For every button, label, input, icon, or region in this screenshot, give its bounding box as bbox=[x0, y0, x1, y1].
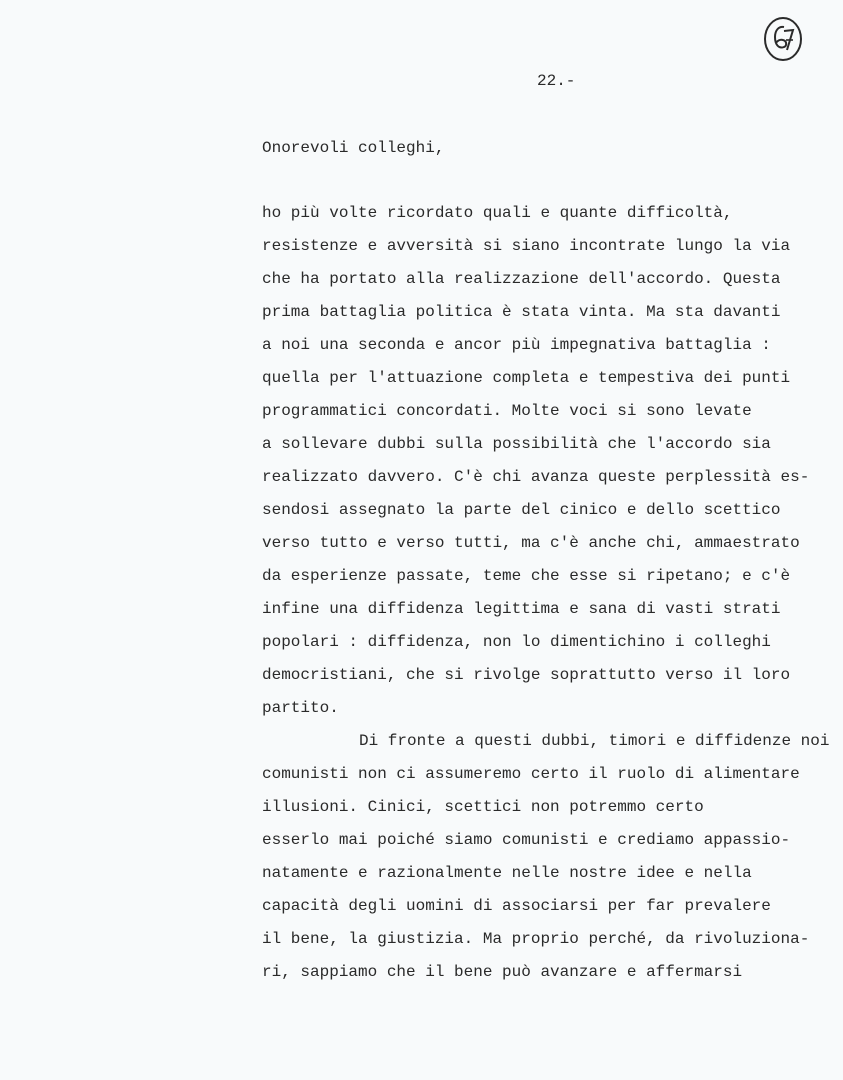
text-line: quella per l'attuazione completa e tempestiva dei punti bbox=[262, 369, 791, 387]
text-line: verso tutto e verso tutti, ma c'è anche chi, ammaestrato bbox=[262, 534, 800, 552]
text-line: infine una diffidenza legittima e sana di vasti strati bbox=[262, 600, 781, 618]
page-number: 22.- bbox=[537, 72, 576, 90]
text-line: resistenze e avversità si siano incontrate lungo la via bbox=[262, 237, 791, 255]
salutation: Onorevoli colleghi, bbox=[262, 139, 445, 157]
text-line: ho più volte ricordato quali e quante difficoltà, bbox=[262, 204, 733, 222]
text-line: a sollevare dubbi sulla possibilità che l'accordo sia bbox=[262, 435, 771, 453]
text-line: partito. bbox=[262, 699, 339, 717]
text-line: che ha portato alla realizzazione dell'accordo. Questa bbox=[262, 270, 781, 288]
text-line: democristiani, che si rivolge soprattutto verso il loro bbox=[262, 666, 791, 684]
text-line: popolari : diffidenza, non lo dimentichino i colleghi bbox=[262, 633, 771, 651]
text-line: programmatici concordati. Molte voci si sono levate bbox=[262, 402, 752, 420]
text-line: realizzato davvero. C'è chi avanza queste perplessità es- bbox=[262, 468, 810, 486]
text-line: comunisti non ci assumeremo certo il ruolo di alimentare bbox=[262, 765, 800, 783]
paragraph-start-line: Di fronte a questi dubbi, timori e diffidenze noi bbox=[359, 732, 830, 750]
text-line: ri, sappiamo che il bene può avanzare e affermarsi bbox=[262, 963, 743, 981]
body-text bbox=[262, 202, 842, 994]
text-line: a noi una seconda e ancor più impegnativa battaglia : bbox=[262, 336, 771, 354]
text-line: esserlo mai poiché siamo comunisti e crediamo appassio- bbox=[262, 831, 791, 849]
text-line: natamente e razionalmente nelle nostre idee e nella bbox=[262, 864, 752, 882]
text-line: da esperienze passate, teme che esse si ripetano; e c'è bbox=[262, 567, 791, 585]
text-line: sendosi assegnato la parte del cinico e dello scettico bbox=[262, 501, 781, 519]
text-line: capacità degli uomini di associarsi per far prevalere bbox=[262, 897, 771, 915]
text-line: il bene, la giustizia. Ma proprio perché, da rivoluziona- bbox=[262, 930, 810, 948]
folio-circle-mark bbox=[762, 14, 804, 64]
text-line: prima battaglia politica è stata vinta. Ma sta davanti bbox=[262, 303, 781, 321]
text-line: illusioni. Cinici, scettici non potremmo certo bbox=[262, 798, 704, 816]
handwritten-folio-number bbox=[762, 14, 804, 64]
